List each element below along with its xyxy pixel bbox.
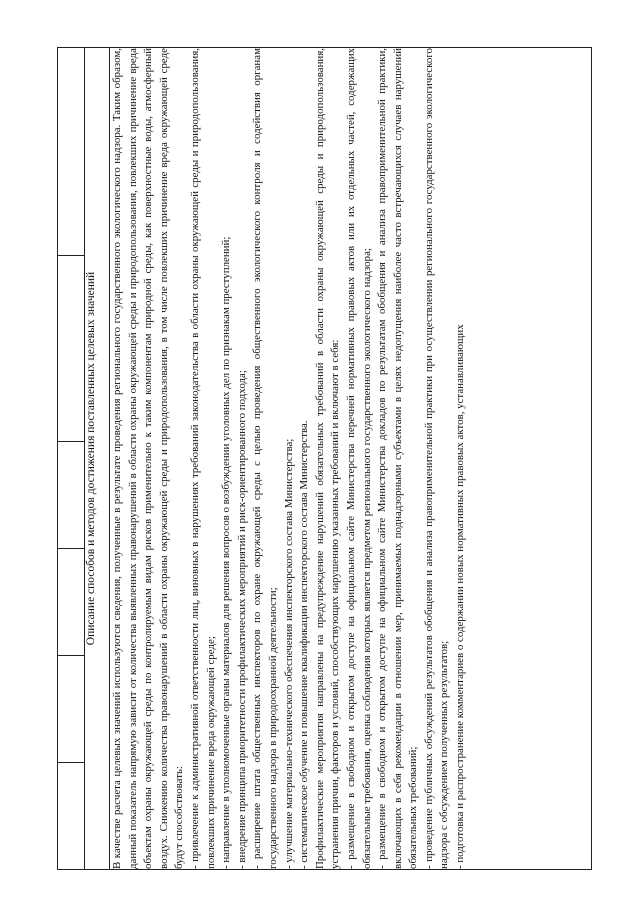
table-top-row (58, 48, 85, 870)
paragraph: - расширение штата общественных инспекторов по охране окружающей среды с целью проведения общественного экологического контроля и содействия органам государственного надзора в природоохранной деятельности; (251, 48, 279, 869)
paragraph: Профилактические мероприятия направлены на предупреждение нарушений обязательных требований в области охраны окружающей среды и природопользования, устранения причин, факторов и условий, способствующих нарушению указанных требований и включают в себя: (313, 48, 342, 869)
paragraph: - размещение в свободном и открытом доступе на официальном сайте Министерства докладов по результатам обобщения и анализа правоприменительной практики, включающих в себя рекомендации в отношении мер, принимаемых поднадзорными субъектами в целях недопущения наиболее часто встречающихся случаев нарушений обязательных требований; (376, 48, 420, 869)
table-body-row (110, 48, 592, 870)
description-cell (110, 48, 592, 870)
paragraph: - улучшение материально-технического обеспечения инспекторского состава Министерства; (282, 438, 295, 869)
table-cell (58, 48, 85, 256)
header-title: Описание способов и методов достижения поставленных целевых значений (85, 48, 110, 870)
table-cell (58, 763, 85, 870)
paragraph: - проведение публичных обсуждений результатов обобщения и анализа правоприменительной практики при осуществлении регионального государственного экологического надзора с обсуждением полученных результатов; (422, 48, 451, 869)
rotated-table-frame (57, 48, 592, 870)
table-cell (58, 656, 85, 763)
targets-table (57, 47, 592, 870)
table-cell (58, 549, 85, 656)
paragraph: - систематическое обучение и повышение квалификации инспекторского состава Министерства. (298, 420, 311, 869)
table-header-row (85, 48, 110, 870)
paragraph: - привлечение к административной ответственности лиц, виновных в нарушениях требований законодательства в области охраны окружающей среды и природопользования, повлекших причинение вреда окружающей среде; (188, 48, 217, 869)
table-cell (58, 442, 85, 549)
paragraph: - внедрение принципа приоритетности профилактических мероприятий и риск-ориентированного подхода; (235, 370, 248, 869)
table-cell (58, 256, 85, 442)
paragraph: - направление в уполномоченные органы материалов для решения вопросов о возбуждении уголовных дел по признакам преступлений; (220, 236, 233, 869)
paragraph: - размещение в свободном и открытом доступе на официальном сайте Министерства перечней нормативных правовых актов или их отдельных частей, содержащих обязательные требования, оценка соблюдения которых является предметом регионального государственного экологического надзора; (344, 48, 373, 869)
paragraph: В качестве расчета целевых значений используются сведения, полученные в результате проведения регионального государственного экологического надзора. Таким образом, данный показатель напрямую зависит от количества выявленных правонарушений в области охраны окружающей среды и природопользования, повлекших причинение вреда объектам охраны окружающей среды по контролируемым видам рисков применительно к таким компонентам природной среды, как поверхностные воды, атмосферный воздух. Снижению количества правонарушений в области охраны окружающей среды и природопользования, в том числе повлекших причинение вреда окружающей среде будут способствовать: (111, 48, 186, 869)
paragraph: - подготовка и распространение комментариев о содержании новых нормативных правовых актов, устанавливающих (454, 324, 467, 869)
